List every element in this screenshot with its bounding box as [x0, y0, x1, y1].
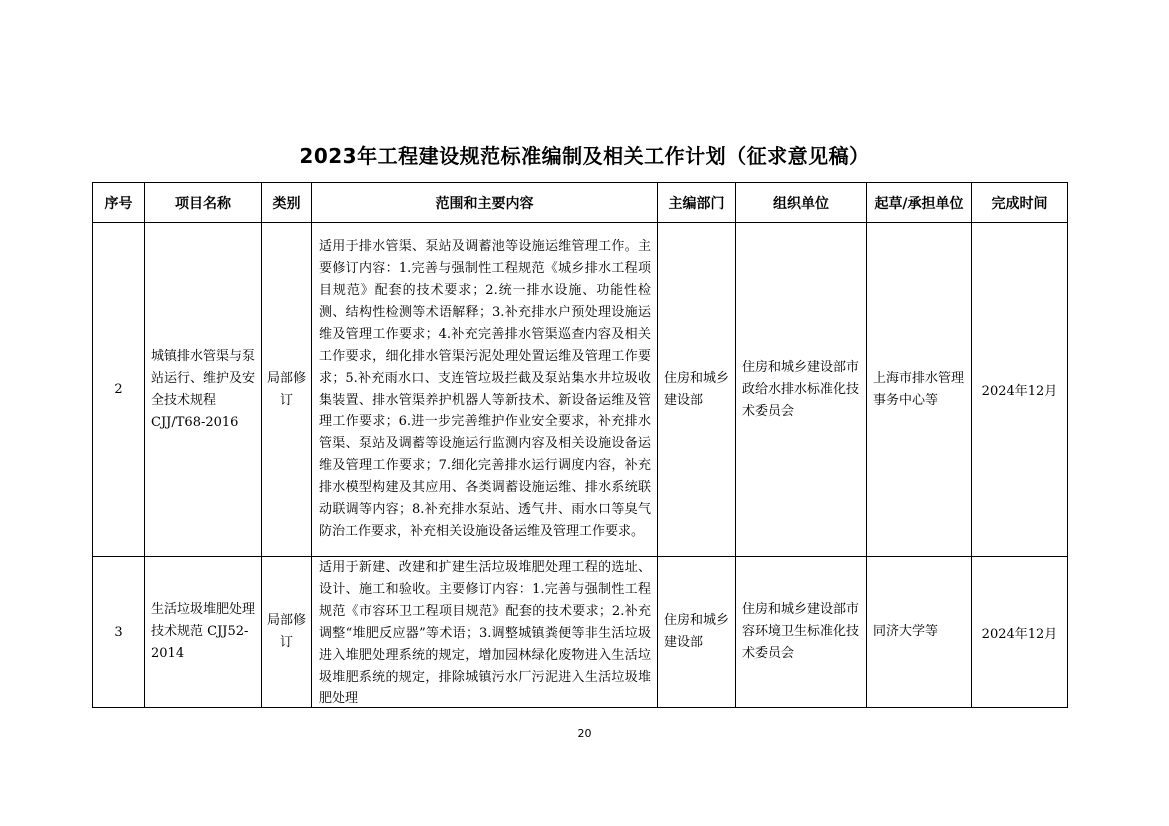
header-org-unit: 组织单位	[736, 183, 867, 223]
row-drafter: 同济大学等	[867, 557, 972, 708]
header-due-date: 完成时间	[972, 183, 1068, 223]
header-editor-dept: 主编部门	[658, 183, 736, 223]
row-org-unit: 住房和城乡建设部市容环境卫生标准化技术委员会	[736, 557, 867, 708]
row-due-date: 2024年12月	[972, 223, 1068, 557]
header-category: 类别	[262, 183, 312, 223]
table-row	[93, 557, 1068, 708]
work-plan-table	[92, 182, 1068, 708]
row-category: 局部修订	[262, 223, 312, 557]
row-index: 2	[93, 223, 145, 557]
table-row	[93, 223, 1068, 557]
row-editor-dept: 住房和城乡建设部	[658, 223, 736, 557]
row-project-name: 生活垃圾堆肥处理技术规范 CJJ52-2014	[145, 557, 262, 708]
row-category: 局部修订	[262, 557, 312, 708]
page-number: 20	[577, 727, 592, 740]
row-org-unit: 住房和城乡建设部市政给水排水标准化技术委员会	[736, 223, 867, 557]
row-index: 3	[93, 557, 145, 708]
header-index: 序号	[93, 183, 145, 223]
row-scope-cell	[312, 557, 658, 708]
header-scope-content: 范围和主要内容	[312, 183, 658, 223]
row-due-date: 2024年12月	[972, 557, 1068, 708]
row-project-name: 城镇排水管渠与泵站运行、维护及安全技术规程 CJJ/T68-2016	[145, 223, 262, 557]
table-header-row	[93, 183, 1068, 223]
header-drafter: 起草/承担单位	[867, 183, 972, 223]
row-scope-content: 适用于排水管渠、泵站及调蓄池等设施运维管理工作。主要修订内容：1.完善与强制性工程规范《城乡排水工程项目规范》配套的技术要求；2.统一排水设施、功能性检测、结构性检测等术语解释；3.补充排水户预处理设施运维及管理工作要求；4.补充完善排水管渠巡查内容及相关工作要求，细化排水管渠污泥处理处置运维及管理工作要求；5.补充雨水口、支连管垃圾拦截及泵站集水井垃圾收集装置、排水管渠养护机器人等新技术、新设备运维及管理工作要求；6.进一步完善维护作业安全要求，补充排水管渠、泵站及调蓄等设施运行监测内容及相关设施设备运维及管理工作要求；7.细化完善排水运行调度内容，补充排水模型构建及其应用、各类调蓄设施运维、排水系统联动联调等内容；8.补充排水泵站、透气井、雨水口等臭气防治工作要求，补充相关设施设备运维及管理工作要求。	[312, 223, 658, 557]
header-project-name: 项目名称	[145, 183, 262, 223]
document-title: 2023年工程建设规范标准编制及相关工作计划（征求意见稿）	[299, 144, 870, 168]
row-drafter: 上海市排水管理事务中心等	[867, 223, 972, 557]
row-scope-content: 适用于新建、改建和扩建生活垃圾堆肥处理工程的选址、设计、施工和验收。主要修订内容：1.完善与强制性工程规范《市容环卫工程项目规范》配套的技术要求；2.补充调整“堆肥反应器”等术语；3.调整城镇粪便等非生活垃圾进入堆肥处理系统的规定，增加园林绿化废物进入生活垃圾堆肥系统的规定，排除城镇污水厂污泥进入生活垃圾堆肥处理	[319, 560, 651, 707]
row-editor-dept: 住房和城乡建设部	[658, 557, 736, 708]
